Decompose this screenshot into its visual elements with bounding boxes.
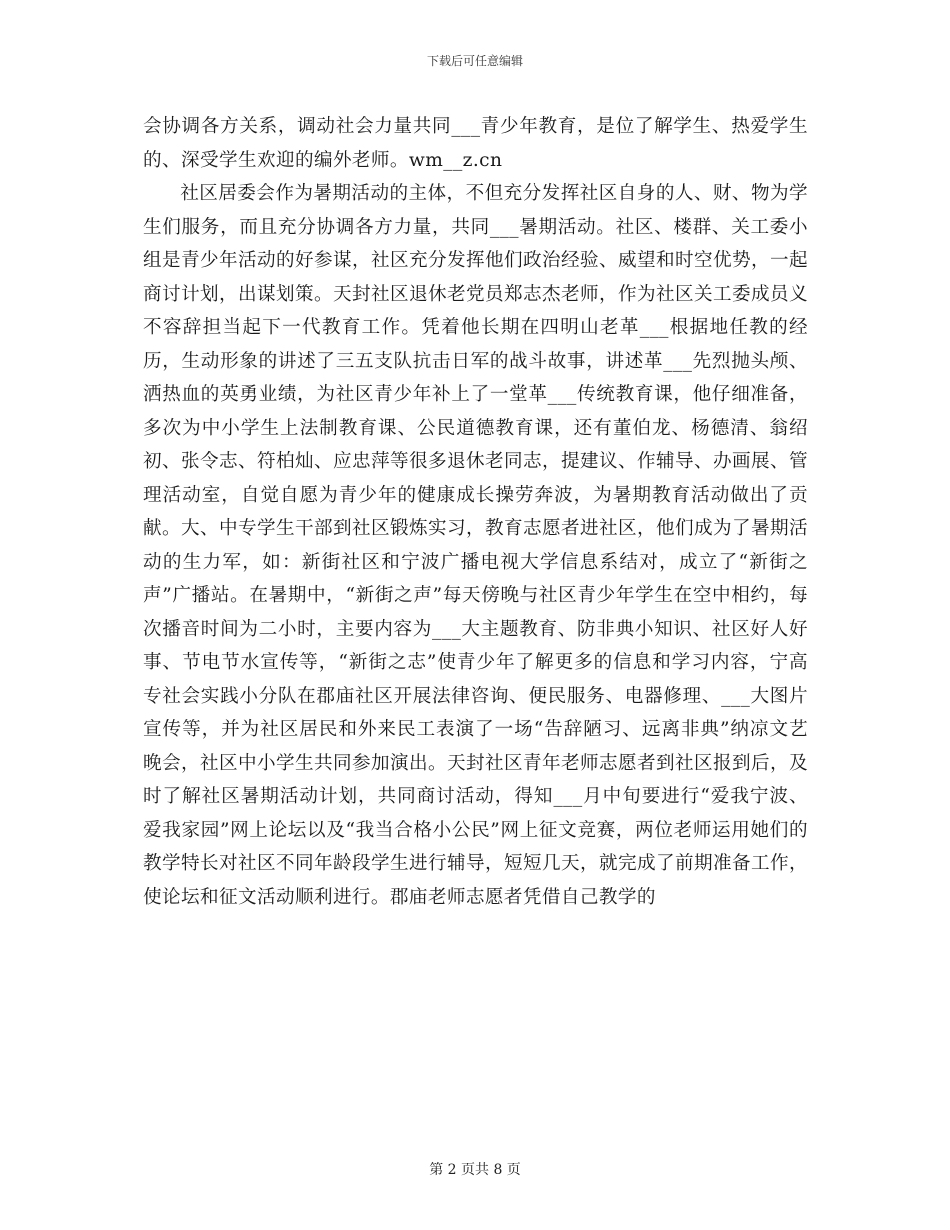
document-body <box>143 110 808 914</box>
paragraph-1: 会协调各方关系，调动社会力量共同___青少年教育，是位了解学生、热爱学生的、深受学生欢迎的编外老师。wm__z.cn <box>143 116 808 171</box>
paragraph-2: 社区居委会作为暑期活动的主体，不但充分发挥社区自身的人、财、物为学生们服务，而且充分协调各方力量，共同___暑期活动。社区、楼群、关工委小组是青少年活动的好参谋，社区充分发挥他们政治经验、威望和时空优势，一起商讨计划，出谋划策。天封社区退休老党员郑志杰老师，作为社区关工委成员义不容辞担当起下一代教育工作。凭着他长期在四明山老革___根据地任教的经历，生动形象的讲述了三五支队抗击日军的战斗故事，讲述革___先烈抛头颅、洒热血的英勇业绩，为社区青少年补上了一堂革___传统教育课，他仔细准备，多次为中小学生上法制教育课、公民道德教育课，还有董伯龙、杨德清、翁绍初、张令志、符柏灿、应忠萍等很多退休老同志，提建议、作辅导、办画展、管理活动室，自觉自愿为青少年的健康成长操劳奔波，为暑期教育活动做出了贡献。大、中专学生干部到社区锻炼实习，教育志愿者进社区，他们成为了暑期活动的生力军，如：新街社区和宁波广播电视大学信息系结对，成立了“新街之声”广播站。在暑期中，“新街之声”每天傍晚与社区青少年学生在空中相约，每次播音时间为二小时，主要内容为___大主题教育、防非典小知识、社区好人好事、节电节水宣传等，“新街之志”使青少年了解更多的信息和学习内容，宁高专社会实践小分队在郡庙社区开展法律咨询、便民服务、电器修理、___大图片宣传等，并为社区居民和外来民工表演了一场“告辞陋习、远离非典”纳凉文艺晚会，社区中小学生共同参加演出。天封社区青年老师志愿者到社区报到后，及时了解社区暑期活动计划，共同商讨活动，得知___月中旬要进行“爱我宁波、爱我家园”网上论坛以及“我当合格小公民”网上征文竞赛，两位老师运用她们的教学特长对社区不同年龄段学生进行辅导，短短几天，就完成了前期准备工作，使论坛和征文活动顺利进行。郡庙老师志愿者凭借自己教学的 <box>143 183 808 908</box>
page-footer: 第 2 页共 8 页 <box>429 1162 521 1178</box>
page-header: 下载后可任意编辑 <box>426 54 523 68</box>
